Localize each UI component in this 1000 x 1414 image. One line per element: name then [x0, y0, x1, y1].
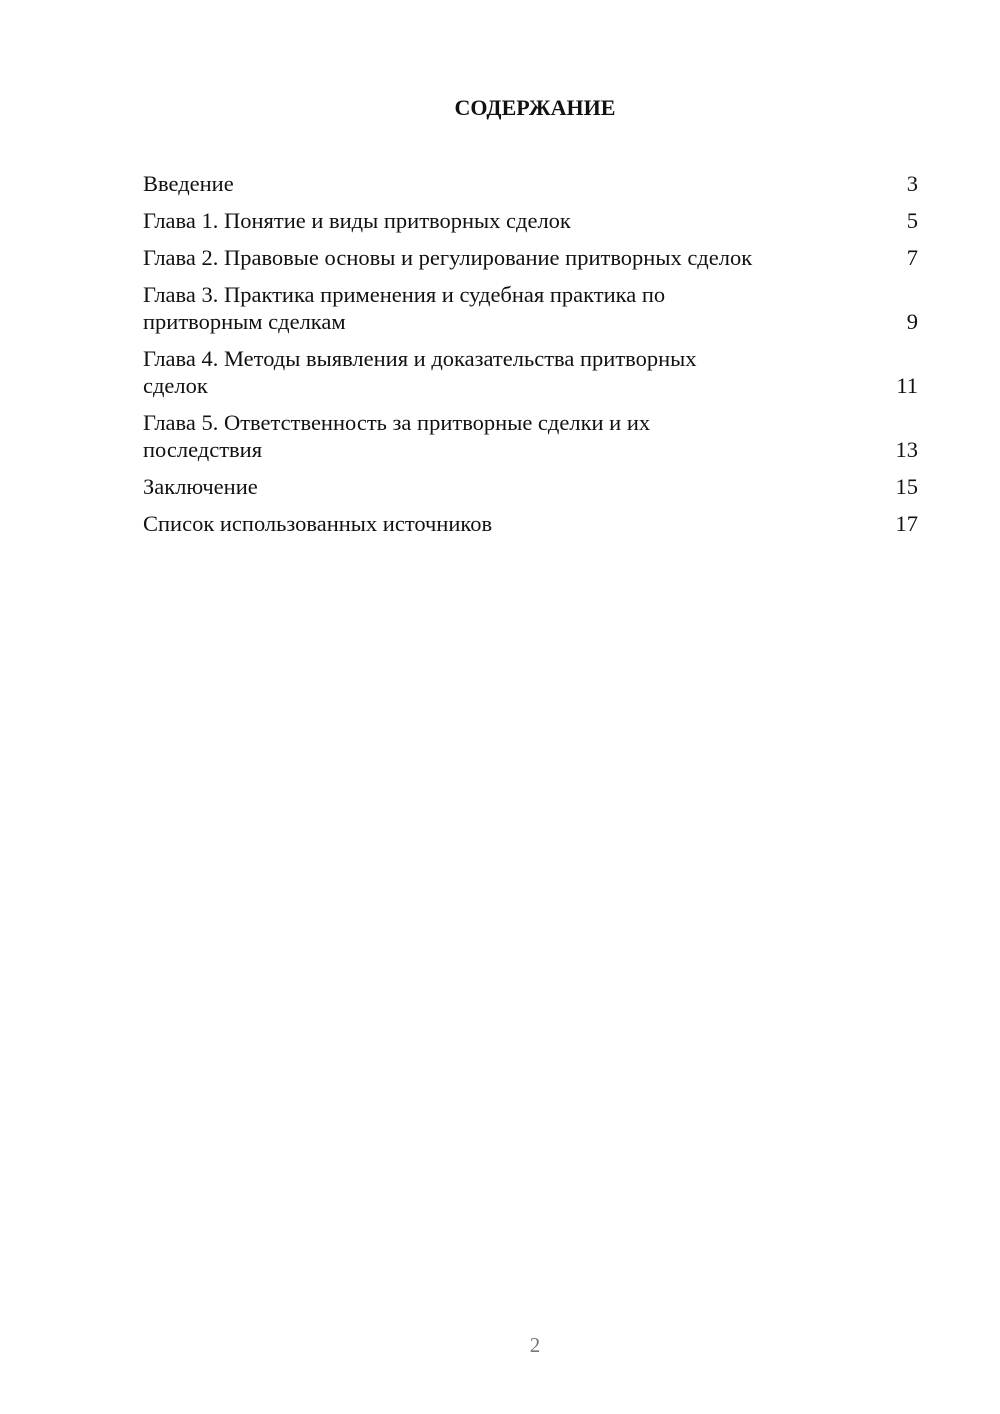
toc-entry	[143, 207, 918, 234]
toc-entry-title: Глава 2. Правовые основы и регулирование притворных сделок	[143, 245, 753, 270]
toc-entry-page: 17	[895, 511, 918, 536]
toc-entry-page: 13	[895, 437, 918, 462]
toc-entry-title: Заключение	[143, 474, 258, 499]
toc-entry	[143, 170, 918, 197]
toc-entry	[143, 473, 918, 500]
toc-entry	[143, 281, 918, 335]
toc-entry-title: Список использованных источников	[143, 511, 493, 536]
toc-entry-title: Глава 5. Ответственность за притворные сделки и их	[143, 410, 651, 435]
toc-entry-page: 5	[906, 208, 918, 233]
toc-entry	[143, 244, 918, 271]
toc-entry-title: притворным сделкам	[143, 309, 346, 334]
toc-entry	[143, 345, 918, 399]
toc-entry-title: сделок	[143, 373, 208, 398]
toc-entry-page: 11	[896, 373, 918, 398]
toc-entry	[143, 409, 918, 463]
toc-entry-title: Введение	[143, 171, 234, 196]
table-of-contents	[143, 170, 918, 547]
page-number: 2	[529, 1333, 541, 1357]
toc-entry-page: 15	[895, 474, 918, 499]
toc-entry-page: 3	[906, 171, 918, 196]
toc-entry-title: Глава 3. Практика применения и судебная практика по	[143, 282, 666, 307]
toc-entry-title: последствия	[143, 437, 263, 462]
toc-entry-page: 7	[906, 245, 918, 270]
page-title: СОДЕРЖАНИЕ	[454, 95, 616, 120]
toc-entry-page: 9	[906, 309, 918, 334]
toc-entry-title: Глава 4. Методы выявления и доказательства притворных	[143, 346, 697, 371]
toc-entry	[143, 510, 918, 537]
toc-entry-title: Глава 1. Понятие и виды притворных сделок	[143, 208, 571, 233]
